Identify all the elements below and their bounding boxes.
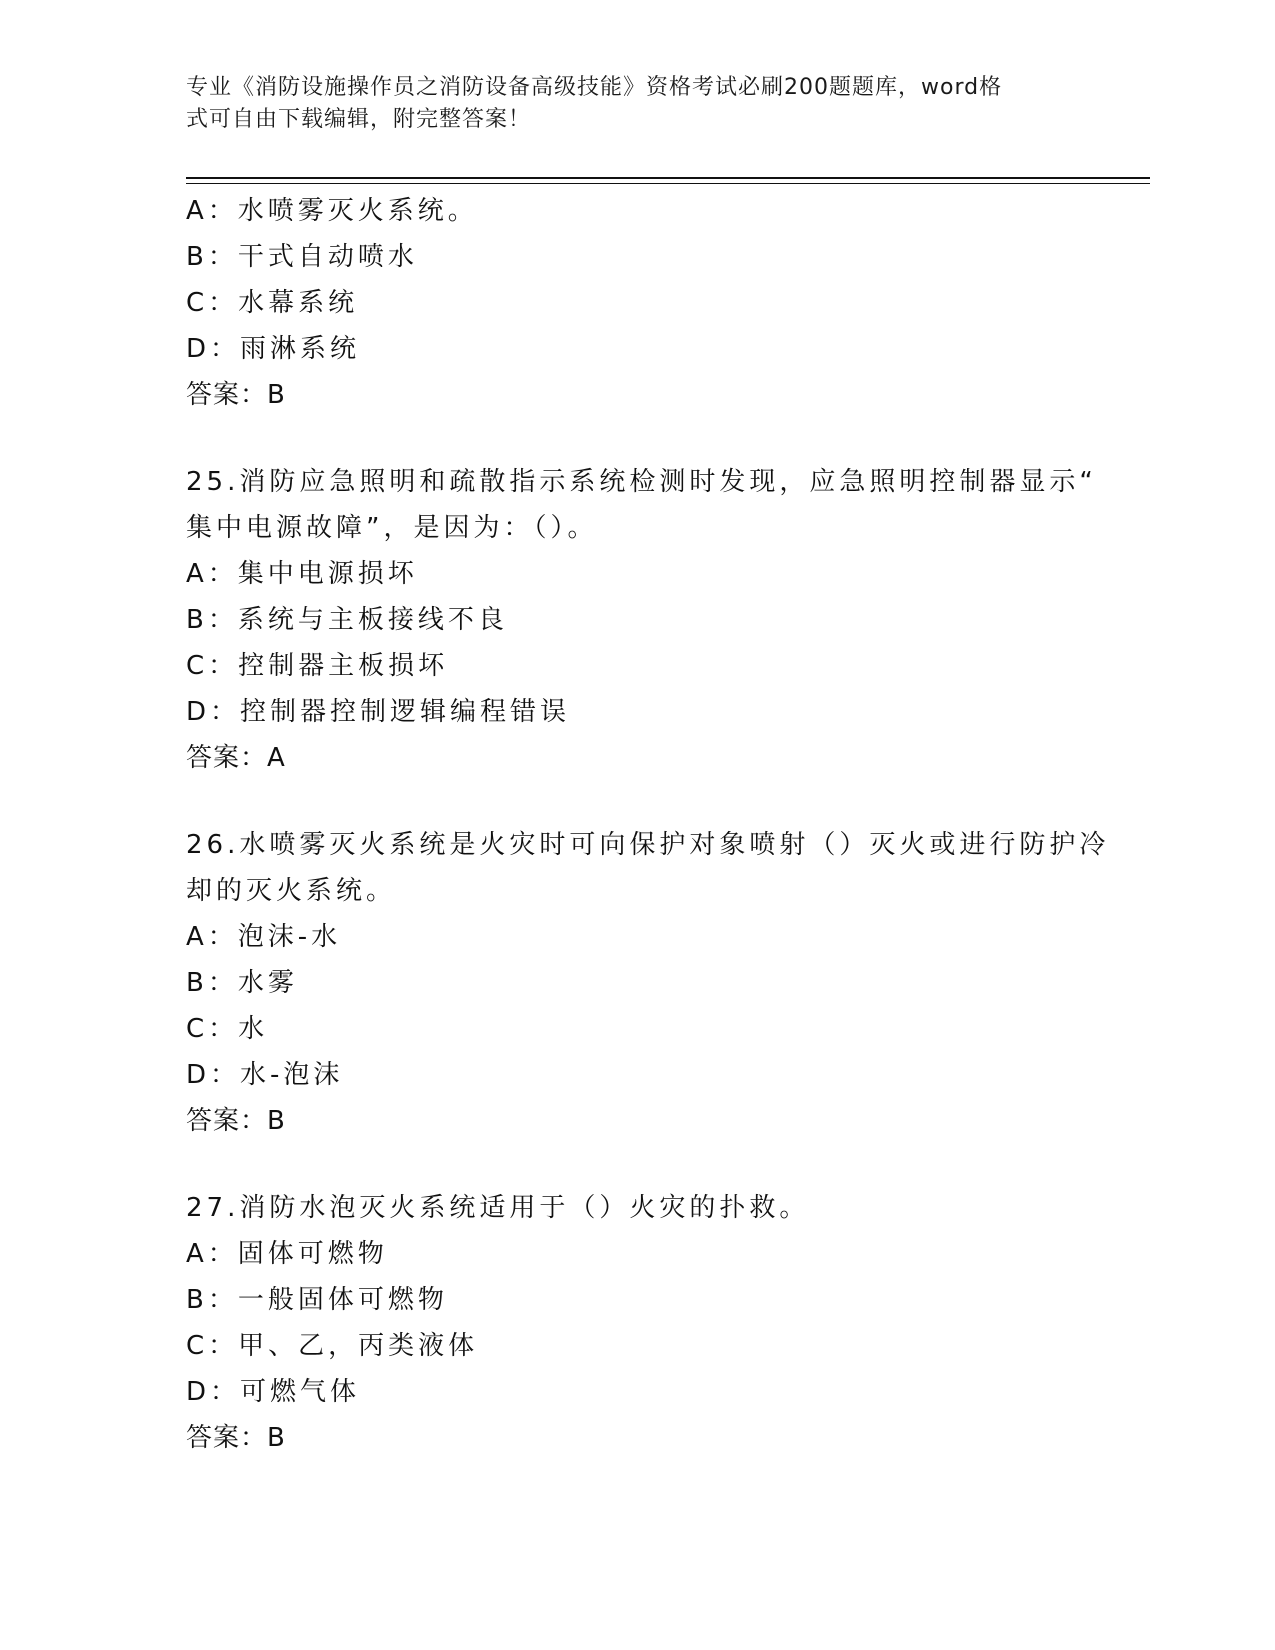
option-b: B：水雾 [186,968,298,998]
option-c: C：水幕系统 [186,288,359,318]
header-divider-thin [186,183,1150,184]
spacer [186,781,1086,822]
option-a: A：集中电源损坏 [186,559,418,589]
question-stem: 25.消防应急照明和疏散指示系统检测时发现，应急照明控制器显示“ [186,467,1097,497]
document-header [186,72,1066,136]
option-c: C：甲、乙，丙类液体 [186,1331,479,1361]
option-a: A：泡沫-水 [186,922,342,952]
question-24 [186,188,1086,418]
question-27 [186,1185,1086,1461]
option-d: D：可燃气体 [186,1377,361,1407]
option-d: D：雨淋系统 [186,334,361,364]
spacer [186,418,1086,459]
answer: 答案：B [186,1106,286,1136]
answer: 答案：B [186,380,286,410]
option-a: A：水喷雾灭火系统。 [186,196,478,226]
question-stem: 27.消防水泡灭火系统适用于（）火灾的扑救。 [186,1193,810,1223]
header-line-2: 式可自由下载编辑，附完整答案！ [186,107,532,132]
option-b: B：干式自动喷水 [186,242,418,272]
header-divider-thick [186,177,1150,179]
option-c: C：水 [186,1014,269,1044]
option-d: D：控制器控制逻辑编程错误 [186,697,571,727]
option-a: A：固体可燃物 [186,1239,388,1269]
header-line-1: 专业《消防设施操作员之消防设备高级技能》资格考试必刷200题题库，word格 [186,75,1003,100]
spacer [186,1144,1086,1185]
answer: 答案：A [186,743,286,773]
question-25 [186,459,1097,781]
option-b: B：一般固体可燃物 [186,1285,448,1315]
question-26 [186,822,1110,1144]
question-stem-continued: 集中电源故障”，是因为：（）。 [186,513,598,543]
question-stem: 26.水喷雾灭火系统是火灾时可向保护对象喷射（）灭火或进行防护冷 [186,830,1110,860]
option-b: B：系统与主板接线不良 [186,605,508,635]
question-stem-continued: 却的灭火系统。 [186,876,397,906]
question-list [186,188,1110,1461]
answer: 答案：B [186,1423,286,1453]
option-c: C：控制器主板损坏 [186,651,449,681]
option-d: D：水-泡沫 [186,1060,344,1090]
